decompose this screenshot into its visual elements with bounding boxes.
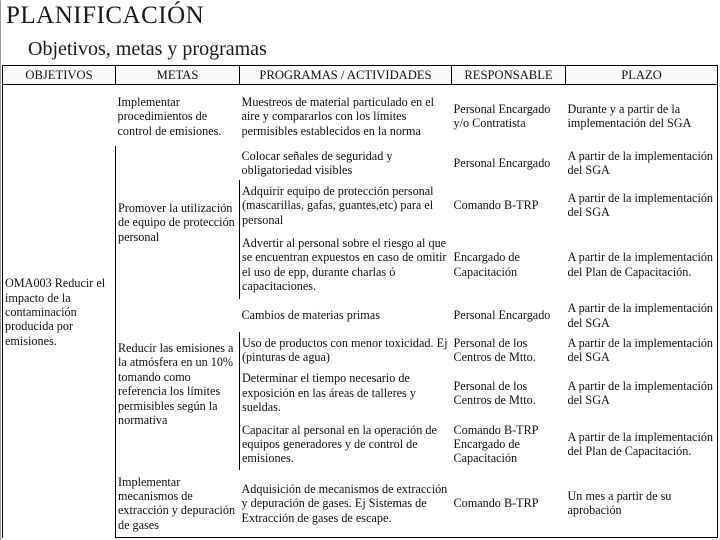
meta-cell: Implementar mecanismos de extracción y depuración de gases	[116, 470, 240, 538]
meta-cell: Implementar procedimientos de control de emisiones.	[117, 94, 222, 138]
meta-cell: Promover la utilización de equipo de protección personal	[116, 146, 240, 299]
program-cell: Adquisición de mecanismos de extracción y depuración de gases. Ej Sistemas de Extracción de gases de escape.	[240, 470, 452, 538]
deadline-cell: A partir de la implementación del Plan de Capacitación.	[566, 419, 718, 470]
deadline-cell: A partir de la implementación del SGA	[566, 332, 718, 367]
page-title: PLANIFICACIÓN	[6, 2, 205, 29]
table-header-row	[3, 66, 718, 85]
program-cell: Colocar señales de seguridad y obligatoriedad visibles	[241, 148, 393, 177]
deadline-cell: A partir de la implementación del SGA	[566, 146, 718, 180]
column-header-objetivos: OBJETIVOS	[3, 66, 116, 85]
program-cell: Cambios de materias primas	[241, 308, 380, 323]
deadline-cell: Durante y a partir de la implementación del SGA	[566, 85, 718, 146]
program-cell: Determinar el tiempo necesario de exposición en las áreas de talleres y sueldas.	[240, 367, 452, 418]
deadline-cell: Un mes a partir de su aprobación	[566, 470, 718, 538]
table-row	[3, 85, 718, 146]
planning-table	[2, 65, 718, 538]
responsible-cell: Encargado de Capacitación	[453, 250, 520, 279]
deadline-cell: A partir de la implementación del SGA	[566, 180, 718, 231]
column-header-programas: PROGRAMAS / ACTIVIDADES	[240, 66, 452, 85]
page-subtitle: Objetivos, metas y programas	[28, 38, 267, 60]
column-header-plazo: PLAZO	[566, 66, 718, 85]
slide-left-edge	[0, 0, 1, 540]
responsible-cell: Comando B-TRP Encargado de Capacitación	[453, 422, 539, 466]
responsible-cell: Personal de los Centros de Mtto.	[453, 335, 536, 364]
program-cell: Muestreos de material particulado en el aire y compararlos con los límites permisibles establecidos en la norma	[241, 94, 435, 138]
responsible-cell: Personal Encargado	[453, 308, 551, 323]
objective-cell: OMA003 Reducir el impacto de la contaminación producida por emisiones.	[3, 85, 116, 538]
program-cell: Capacitar al personal en la operación de equipos generadores y de control de emisiones.	[240, 419, 452, 470]
responsible-cell: Personal de los Centros de Mtto.	[453, 378, 536, 407]
deadline-cell: A partir de la implementación del Plan de Capacitación.	[566, 231, 718, 299]
program-cell: Advertir al personal sobre el riesgo al que se encuentran expuestos en caso de omitir el uso de epp, durante charlas ó capacitaciones.	[240, 231, 452, 299]
column-header-responsable: RESPONSABLE	[452, 66, 566, 85]
deadline-cell: A partir de la implementación del SGA	[566, 299, 718, 333]
responsible-cell: Personal Encargado y/o Contratista	[453, 102, 551, 131]
responsible-cell: Comando B-TRP	[452, 470, 566, 538]
program-cell: Uso de productos con menor toxicidad. Ej (pinturas de agua)	[240, 332, 452, 367]
responsible-cell: Comando B-TRP	[453, 198, 539, 213]
deadline-cell: A partir de la implementación del SGA	[566, 367, 718, 418]
meta-cell: Reducir las emisiones a la atmósfera en un 10% tomando como referencia los límites permisibles según la normativa	[116, 299, 240, 470]
column-header-metas: METAS	[116, 66, 240, 85]
program-cell: Adquirir equipo de protección personal (mascarillas, gafas, guantes,etc) para el personal	[240, 180, 452, 231]
responsible-cell: Personal Encargado	[453, 155, 551, 170]
